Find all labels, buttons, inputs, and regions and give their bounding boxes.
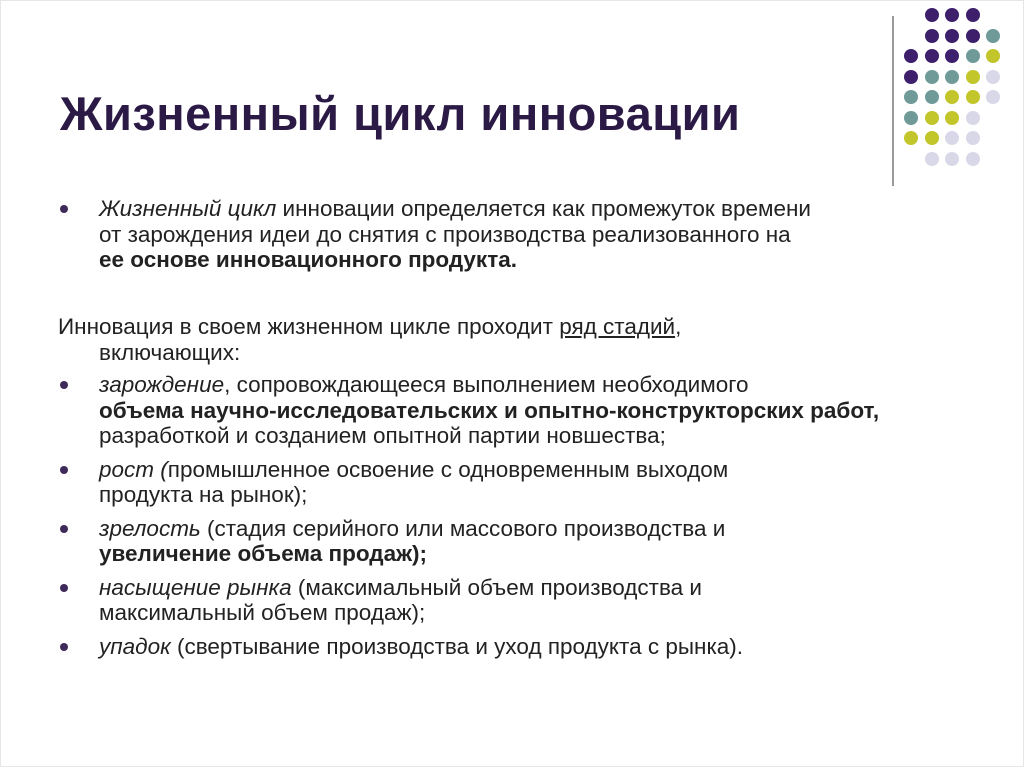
decorative-dot — [966, 49, 980, 63]
decorative-dot — [925, 111, 939, 125]
decorative-dot — [966, 90, 980, 104]
decorative-dot — [925, 131, 939, 145]
stages-intro-comma: , — [675, 314, 682, 339]
stage-name: упадок — [99, 633, 171, 659]
stage-description: (свертывание производства и уход продукта с рынка). — [170, 633, 744, 659]
stage-item — [58, 372, 994, 449]
stages-intro-block — [58, 314, 994, 365]
decorative-dot — [966, 131, 980, 145]
stage-description-2: максимальный объем продаж); — [99, 600, 426, 625]
stage-description-3: разработкой и созданием опытной партии новшества; — [99, 423, 666, 448]
decorative-dot — [904, 131, 918, 145]
decorative-dot — [925, 29, 939, 43]
definition-block — [58, 196, 994, 273]
definition-text-3: ее основе инновационного продукта. — [99, 247, 517, 272]
stage-description-2: увеличение объема продаж); — [99, 541, 428, 566]
stage-name: насыщение рынка — [99, 574, 292, 600]
decorative-dot — [945, 152, 959, 166]
decorative-dot — [986, 90, 1000, 104]
stage-name: рост ( — [99, 456, 168, 482]
bullet-icon — [60, 381, 68, 389]
stage-name: зарождение — [99, 372, 225, 397]
decorative-dot — [945, 8, 959, 22]
decorative-dot — [904, 111, 918, 125]
decorative-dot — [966, 29, 980, 43]
decorative-dot — [925, 49, 939, 63]
stage-description: , сопровождающееся выполнением необходимого — [224, 372, 749, 397]
bullet-icon — [60, 584, 68, 592]
decorative-dot — [966, 8, 980, 22]
decorative-dot — [966, 111, 980, 125]
stages-link[interactable]: ряд стадий — [559, 314, 676, 339]
definition-term: Жизненный цикл — [99, 196, 277, 221]
decorative-dot-grid — [904, 8, 1014, 168]
decorative-dot — [904, 49, 918, 63]
decorative-dot — [986, 49, 1000, 63]
decorative-dot — [904, 70, 918, 84]
stage-description-2: продукта на рынок); — [99, 482, 308, 507]
bullet-icon — [60, 205, 68, 213]
slide-title: Жизненный цикл инновации — [60, 87, 741, 140]
decorative-dot — [945, 111, 959, 125]
stage-description: (максимальный объем производства и — [291, 574, 702, 600]
definition-text: инновации определяется как промежуток времени — [276, 196, 811, 221]
bullet-icon — [60, 525, 68, 533]
stage-item — [58, 516, 994, 567]
stage-description-2: объема научно-исследовательских и опытно-конструкторских работ, — [99, 397, 880, 423]
decorative-dot — [945, 49, 959, 63]
stage-name: зрелость — [99, 515, 201, 541]
stages-intro — [58, 314, 994, 365]
decorative-dot — [904, 90, 918, 104]
decorative-dot — [986, 70, 1000, 84]
decorative-dot — [945, 29, 959, 43]
decorative-dot — [925, 8, 939, 22]
stages-intro-text-2: включающих: — [99, 339, 241, 365]
decorative-dot — [966, 70, 980, 84]
stages-intro-text: Инновация в своем жизненном цикле проходит — [58, 314, 560, 339]
decorative-dot — [986, 29, 1000, 43]
stage-description: (стадия серийного или массового производства и — [200, 515, 726, 541]
decorative-divider — [892, 16, 894, 186]
bullet-icon — [60, 643, 68, 651]
decorative-dot — [925, 90, 939, 104]
stages-list — [58, 372, 994, 659]
decorative-dot — [945, 70, 959, 84]
stage-item — [58, 634, 994, 660]
stage-description: промышленное освоение с одновременным выходом — [167, 456, 729, 482]
decorative-dot — [925, 70, 939, 84]
decorative-dot — [945, 90, 959, 104]
definition-paragraph — [58, 196, 994, 273]
decorative-dot — [925, 152, 939, 166]
stage-item — [58, 457, 994, 508]
definition-text-2: от зарождения идеи до снятия с производства реализованного на — [99, 221, 791, 247]
stage-item — [58, 575, 994, 626]
decorative-dot — [945, 131, 959, 145]
decorative-dot — [966, 152, 980, 166]
bullet-icon — [60, 466, 68, 474]
